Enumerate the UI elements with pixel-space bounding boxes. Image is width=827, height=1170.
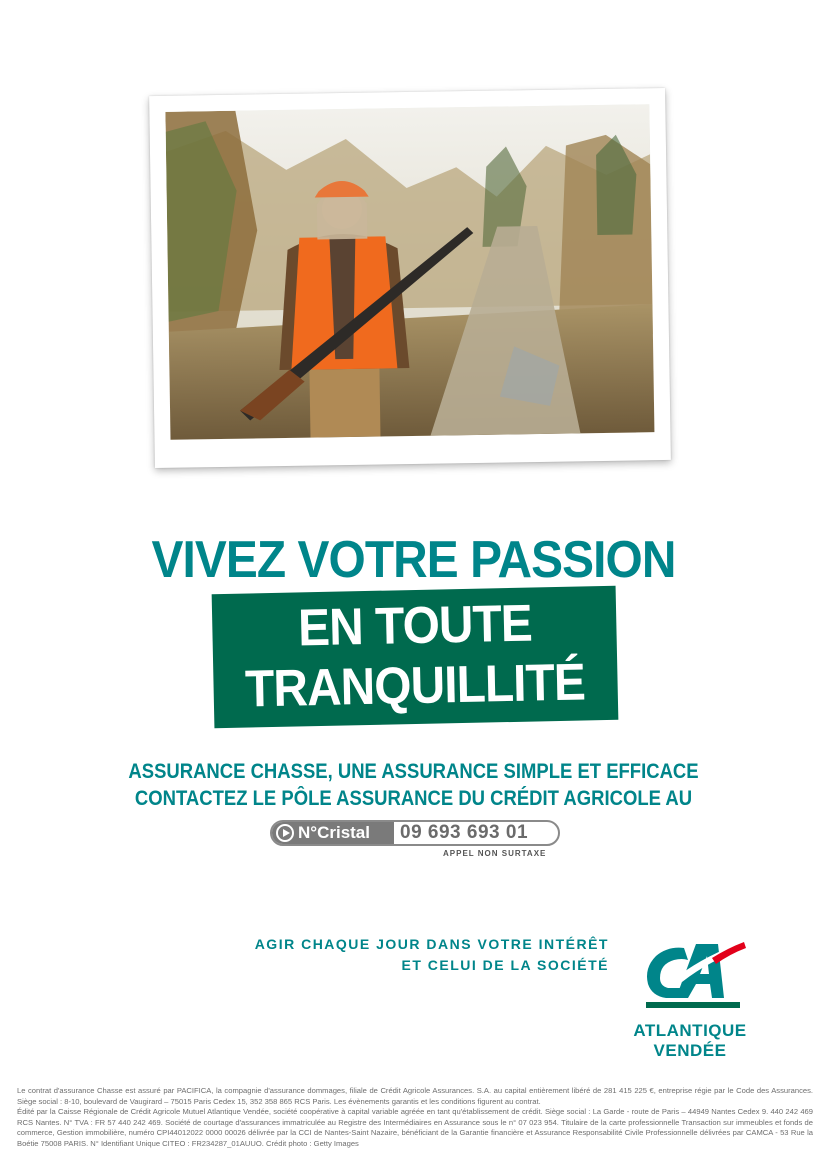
credit-agricole-logo-icon — [638, 936, 748, 1010]
logo-name-line-2: VENDÉE — [653, 1041, 727, 1060]
phone-number[interactable]: 09 693 693 01 — [400, 822, 529, 843]
tagline-line-1: AGIR CHAQUE JOUR DANS VOTRE INTÉRÊT — [254, 936, 609, 952]
headline-title: VIVEZ VOTRE PASSION — [151, 531, 676, 589]
legal-mentions — [17, 1086, 813, 1150]
phone-label: N°Cristal — [298, 823, 370, 842]
photo-frame — [149, 88, 671, 468]
legal-paragraph-1: Le contrat d'assurance Chasse est assuré par PACIFICA, la compagnie d'assurance dommages, filiale de Crédit Agricole Assurances. S.A. au capital entièrement libéré de 281 415 225 €, entreprise régie par le Code des Assurances. Siège social : 8-10, boulevard de Vaugirard – 75015 Paris Cedex 15, 352 358 865 RCS Paris. Les évènements garantis et les conditions figurent au contrat. — [17, 1086, 813, 1106]
phone-label-block — [272, 822, 394, 844]
play-circle-icon — [276, 824, 294, 842]
banner-line-2: TRANQUILLITÉ — [244, 653, 586, 719]
logo-name-line-1: ATLANTIQUE — [633, 1021, 747, 1040]
subline-contact: CONTACTEZ LE PÔLE ASSURANCE DU CRÉDIT AGRICOLE AU — [134, 787, 693, 810]
banner-line-1: EN TOUTE — [297, 594, 533, 658]
phone-number-pill[interactable] — [270, 820, 560, 846]
phone-note: APPEL NON SURTAXE — [443, 849, 547, 858]
tagline-line-2: ET CELUI DE LA SOCIÉTÉ — [401, 957, 609, 973]
subline-insurance: ASSURANCE CHASSE, UNE ASSURANCE SIMPLE ET EFFICACE — [128, 760, 699, 783]
legal-paragraph-2: Édité par la Caisse Régionale de Crédit Agricole Mutuel Atlantique Vendée, société coopérative à capital variable agréée en tant qu'établissement de crédit. Siège social : La Garde - route de Paris – 44949 Nantes Cedex 9. 440 242 469 RCS Nantes. N° TVA : FR 57 440 242 469. Société de courtage d'assurances immatriculée au Registre des Intermédiaires en Assurance sous le n° 07 023 954. Titulaire de la carte professionnelle Transaction sur immeubles et fonds de commerce, Gestion immobilière, numéro CPI44012022 0000 00026 délivrée par la CCI de Nantes-Saint Nazaire, bénéficiant de la Garantie financière et Assurance Responsabilité Civile Professionnelle délivrées par CAMCA - 53 Rue la Boétie 75008 PARIS. N° Identifiant Unique CITEO : FR234287_01AUUO. Crédit photo : Getty Images — [17, 1107, 813, 1148]
hunter-photo-illustration — [165, 104, 654, 440]
hunter-photo — [165, 104, 654, 440]
